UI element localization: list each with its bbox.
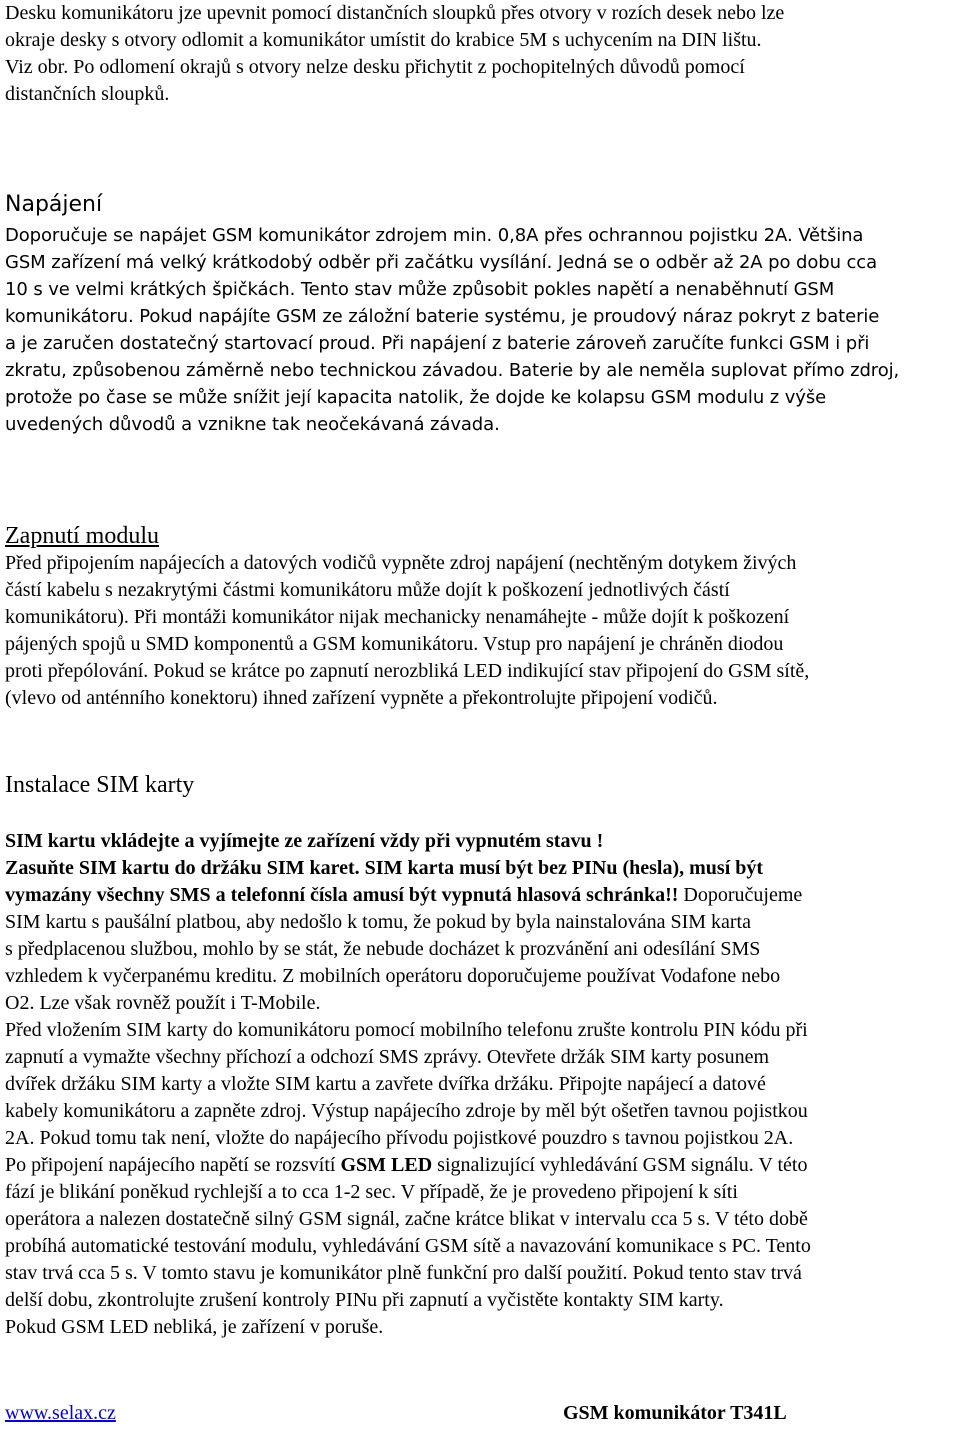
led-text-post: signalizující vyhledávání GSM signálu. V této (432, 1154, 808, 1176)
napajeni-line: a je zaručen dostatečný startovací proud. Při napájení z baterie zároveň zaručíte funkci GSM i při (5, 333, 870, 354)
sim-text-line: dvířek držáku SIM karty a vložte SIM kartu a zavřete dvířka držáku. Připojte napájecí a datové (5, 1073, 766, 1095)
sim-text-line: O2. Lze však rovněž použít i T-Mobile. (5, 992, 321, 1014)
sim-heading: Instalace SIM karty (5, 772, 195, 798)
napajeni-line: GSM zařízení má velký krátkodobý odběr při začátku vysílání. Jedná se o odběr až 2A po dobu cca (5, 252, 878, 273)
sim-text-line: Před vložením SIM karty do komunikátoru pomocí mobilního telefonu zrušte kontrolu PIN kódu při (5, 1019, 808, 1041)
sim-text-line: Pokud GSM LED nebliká, je zařízení v poruše. (5, 1316, 384, 1338)
sim-text-line: s předplacenou službou, mohlo by se stát, že nebude docházet k prozvánění ani odesílání SMS (5, 938, 761, 960)
zapnuti-line: (vlevo od anténního konektoru) ihned zařízení vypněte a překontrolujte připojení vodičů. (5, 687, 718, 709)
sim-text-line: fází je blikání poněkud rychlejší a to cca 1-2 sec. V případě, že je provedeno připojení k síti (5, 1181, 738, 1203)
napajeni-line: komunikátoru. Pokud napájíte GSM ze záložní baterie systému, je proudový náraz pokryt z baterie (5, 306, 880, 327)
zapnuti-paragraph (5, 550, 957, 712)
zapnuti-line: komunikátoru). Při montáži komunikátor nijak mechanicky nenamáhejte - může dojít k poškození (5, 606, 790, 628)
sim-text-line: stav trvá cca 5 s. V tomto stavu je komunikátor plně funkční pro další použití. Pokud tento stav trvá (5, 1262, 802, 1284)
napajeni-heading: Napájení (5, 192, 103, 217)
intro-line: distančních sloupků. (5, 83, 170, 105)
zapnuti-line: Před připojením napájecích a datových vodičů vypněte zdroj napájení (nechtěným dotykem živých (5, 552, 797, 574)
sim-text-line: kabely komunikátoru a zapněte zdroj. Výstup napájecího zdroje by měl být ošetřen tavnou pojistkou (5, 1100, 808, 1122)
intro-line: Desku komunikátoru jze upevnit pomocí distančních sloupků přes otvory v rozích desek nebo lze (5, 2, 785, 24)
sim-warning-line: Zasuňte SIM kartu do držáku SIM karet. SIM karta musí být bez PINu (hesla), musí být (5, 857, 764, 879)
sim-section (5, 828, 957, 1341)
sim-warning-line: SIM kartu vkládejte a vyjímejte ze zařízení vždy při vypnutém stavu ! (5, 830, 604, 852)
sim-text-line: probíhá automatické testování modulu, vyhledávání GSM sítě a navazování komunikace s PC. Tento (5, 1235, 811, 1257)
website-link[interactable]: www.selax.cz (5, 1402, 116, 1424)
sim-text-line: zapnutí a vymažte všechny příchozí a odchozí SMS zprávy. Otevřete držák SIM karty posunem (5, 1046, 770, 1068)
napajeni-line: Doporučuje se napájet GSM komunikátor zdrojem min. 0,8A přes ochrannou pojistku 2A. Většina (5, 225, 864, 246)
led-label: GSM LED (340, 1154, 433, 1176)
intro-line: Viz obr. Po odlomení okrajů s otvory nelze desku přichytit z pochopitelných důvodů pomocí (5, 56, 745, 78)
sim-text-line: vzhledem k vyčerpanému kreditu. Z mobilních operátoru doporučujeme používat Vodafone nebo (5, 965, 781, 987)
sim-recommend-start: Doporučujeme (678, 884, 803, 906)
sim-text-line: delší dobu, zkontrolujte zrušení kontroly PINu při zapnutí a vyčistěte kontakty SIM karty. (5, 1289, 724, 1311)
sim-warning-bold: vymazány všechny SMS a telefonní čísla amusí být vypnutá hlasová schránka!! (5, 884, 679, 906)
led-text-pre: Po připojení napájecího napětí se rozsvítí (5, 1154, 341, 1176)
sim-text-line: SIM kartu s paušální platbou, aby nedošlo k tomu, že pokud by byla nainstalována SIM karta (5, 911, 751, 933)
napajeni-line: zkratu, způsobenou záměrně nebo technickou závadou. Baterie by ale neměla suplovat přímo zdroj, (5, 360, 900, 381)
product-name: GSM komunikátor T341L (563, 1402, 787, 1424)
sim-warning-line (5, 882, 957, 909)
napajeni-paragraph (5, 222, 957, 438)
zapnuti-line: proti přepólování. Pokud se krátce po zapnutí nerozbliká LED indikující stav připojení do GSM sítě, (5, 660, 810, 682)
zapnuti-line: částí kabelu s nezakrytými částmi komunikátoru může dojít k poškození jednotlivých částí (5, 579, 730, 601)
sim-text-line: operátora a nalezen dostatečně silný GSM signál, začne krátce blikat v intervalu cca 5 s. V této době (5, 1208, 808, 1230)
sim-led-line (5, 1152, 957, 1179)
napajeni-line: protože po čase se může snížit její kapacita natolik, že dojde ke kolapsu GSM modulu z výše (5, 387, 827, 408)
zapnuti-line: pájených spojů u SMD komponentů a GSM komunikátoru. Vstup pro napájení je chráněn diodou (5, 633, 784, 655)
napajeni-line: 10 s ve velmi krátkých špičkách. Tento stav může způsobit pokles napětí a nenaběhnutí GSM (5, 279, 835, 300)
napajeni-line: uvedených důvodů a vznikne tak neočekávaná závada. (5, 414, 500, 435)
zapnuti-heading: Zapnutí modulu (5, 523, 159, 549)
intro-line: okraje desky s otvory odlomit a komunikátor umístit do krabice 5M s uchycením na DIN lištu. (5, 29, 762, 51)
intro-paragraph (5, 0, 955, 108)
sim-text-line: 2A. Pokud tomu tak není, vložte do napájecího přívodu pojistkové pouzdro s tavnou pojistkou 2A. (5, 1127, 794, 1149)
